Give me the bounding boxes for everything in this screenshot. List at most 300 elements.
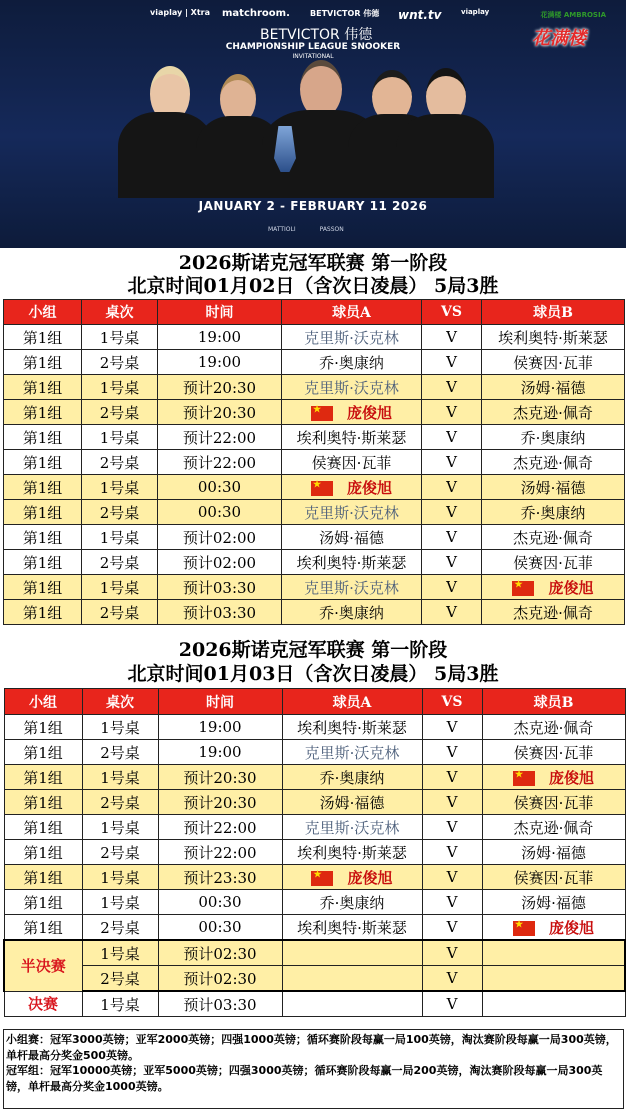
player-b-cell	[482, 525, 625, 550]
table-cell	[82, 740, 158, 765]
table-row	[4, 350, 625, 375]
cell-text: V	[446, 843, 458, 861]
cell-text: 第1组	[23, 893, 63, 912]
vs-cell	[422, 915, 482, 941]
vs-cell	[422, 715, 482, 740]
cell-text: 侯赛因·瓦菲	[513, 553, 593, 572]
table-cell	[82, 400, 158, 425]
vs-cell	[422, 575, 482, 600]
cell-text: V	[446, 428, 457, 446]
cell-text: 第1组	[23, 768, 63, 787]
cell-text: 第1组	[23, 718, 63, 737]
table-row	[4, 740, 625, 765]
cell-text: 侯赛因·瓦菲	[311, 453, 392, 472]
table-cell	[82, 575, 158, 600]
player-b-cell	[482, 450, 625, 475]
table-header-row	[4, 300, 625, 325]
betvictor-logo: BETVICTOR 伟德	[260, 27, 373, 43]
semifinal-row-2	[4, 966, 625, 992]
table-row	[4, 450, 625, 475]
cell-text: 埃利奥特·斯莱瑟	[498, 328, 608, 347]
table-row	[4, 325, 625, 350]
sponsor-viaplay-xtra: viaplay | Xtra	[150, 8, 211, 17]
table-cell	[82, 840, 158, 865]
cell-text: 预计02:00	[182, 528, 257, 547]
vs-cell	[422, 600, 482, 625]
table-row	[4, 525, 625, 550]
player-a-cell	[282, 740, 422, 765]
cell-text: 庞俊旭	[548, 578, 594, 597]
group-cell	[4, 600, 82, 625]
group-cell	[4, 475, 82, 500]
table-row	[4, 375, 625, 400]
table-row	[4, 500, 625, 525]
cell-text: 预计20:30	[182, 403, 257, 422]
vs-cell	[422, 550, 482, 575]
cell-text: 2号桌	[99, 403, 140, 422]
time-cell	[158, 740, 282, 765]
time-cell	[158, 400, 282, 425]
cell-text: 1号桌	[100, 768, 140, 787]
time-cell	[158, 915, 282, 941]
cell-text: 2号桌	[99, 503, 140, 522]
player-body	[396, 114, 494, 198]
player-b-cell	[482, 500, 625, 525]
table-cell	[82, 350, 158, 375]
group-cell	[4, 400, 82, 425]
player-b-cell	[482, 400, 625, 425]
final-table: 1号桌	[82, 991, 158, 1017]
cell-text: 汤姆·福德	[319, 793, 385, 812]
player-b-cell	[482, 575, 625, 600]
final-time: 预计03:30	[158, 991, 282, 1017]
vs-cell	[422, 765, 482, 790]
semifinal-row-1	[4, 940, 625, 966]
sponsor-matchroom: matchroom.	[222, 8, 290, 19]
table-cell	[82, 525, 158, 550]
vs-cell	[422, 325, 482, 350]
final-player-b	[482, 991, 625, 1017]
cell-text: V	[446, 718, 458, 736]
vs-cell	[422, 815, 482, 840]
vs-cell	[422, 450, 482, 475]
cell-text: 00:30	[197, 478, 242, 496]
player-photo-5	[396, 66, 494, 198]
semifinal-time: 预计02:30	[158, 940, 282, 966]
player-a-cell	[282, 600, 422, 625]
vs-cell	[422, 890, 482, 915]
cell-text: 预计23:30	[183, 868, 257, 887]
col-header-player-a: 球员A	[282, 300, 422, 325]
player-b-cell	[482, 325, 625, 350]
cell-text: 第1组	[22, 353, 63, 372]
cell-text: V	[446, 793, 458, 811]
player-a-cell	[282, 350, 422, 375]
day1-subtitle: 北京时间01月02日（含次日凌晨） 5局3胜	[127, 275, 499, 297]
group-cell	[4, 890, 82, 915]
cell-text: 庞俊旭	[347, 868, 393, 887]
cell-text: V	[446, 918, 458, 936]
cell-text: 第1组	[22, 603, 63, 622]
player-b-cell	[482, 890, 625, 915]
player-b-cell	[482, 865, 625, 890]
col-header-player-b: 球员B	[482, 300, 625, 325]
cell-text: V	[446, 818, 458, 836]
player-b-cell	[482, 600, 625, 625]
cell-text: 第1组	[22, 428, 63, 447]
day1-title: 2026斯诺克冠军联赛 第一阶段	[178, 252, 448, 274]
vs-cell	[422, 840, 482, 865]
cell-text: V	[446, 353, 457, 371]
player-a-cell	[282, 375, 422, 400]
cell-text: 汤姆·福德	[521, 843, 586, 862]
group-cell	[4, 425, 82, 450]
cell-text: V	[446, 768, 458, 786]
event-title: CHAMPIONSHIP LEAGUE SNOOKER	[225, 42, 401, 52]
cell-text: 乔·奥康纳	[520, 428, 586, 447]
cell-text: 埃利奥特·斯莱瑟	[297, 843, 407, 862]
table-cell	[82, 500, 158, 525]
player-b-cell	[482, 765, 625, 790]
cell-text: 乔·奥康纳	[520, 503, 586, 522]
group-cell	[4, 865, 82, 890]
china-flag-icon	[512, 581, 534, 596]
cell-text: 第1组	[22, 328, 63, 347]
brand-logo	[532, 10, 610, 56]
cell-text: 第1组	[22, 403, 63, 422]
cell-text: 汤姆·福德	[520, 378, 586, 397]
event-subtitle: INVITATIONAL	[292, 53, 334, 60]
player-b-cell	[482, 715, 625, 740]
table-row	[4, 790, 625, 815]
table-cell	[82, 715, 158, 740]
cell-text: 埃利奥特·斯莱瑟	[297, 718, 407, 737]
player-b-cell	[482, 840, 625, 865]
table-cell	[82, 450, 158, 475]
player-b-cell	[482, 425, 625, 450]
vs-cell	[422, 740, 482, 765]
cell-text: 1号桌	[100, 718, 140, 737]
time-cell	[158, 525, 282, 550]
cell-text: 第1组	[22, 528, 63, 547]
semifinal-vs: V	[422, 966, 482, 992]
cell-text: 2号桌	[99, 353, 140, 372]
cell-text: 庞俊旭	[346, 478, 392, 497]
semifinal-player-b	[482, 940, 625, 966]
cell-text: V	[446, 528, 457, 546]
table-row	[4, 400, 625, 425]
group-cell	[4, 550, 82, 575]
partner-logo-mattioli: MATTIOLI	[268, 226, 296, 233]
player-a-cell	[282, 400, 422, 425]
china-flag-icon	[513, 921, 535, 936]
group-cell	[4, 815, 82, 840]
player-a-cell	[282, 815, 422, 840]
player-a-cell	[282, 790, 422, 815]
table-row	[4, 550, 625, 575]
semifinal-table: 2号桌	[82, 966, 158, 992]
cell-text: 汤姆·福德	[521, 893, 586, 912]
cell-text: 杰克逊·佩奇	[513, 818, 594, 837]
time-cell	[158, 865, 282, 890]
prize-info	[3, 1029, 624, 1109]
cell-text: 杰克逊·佩奇	[513, 603, 593, 622]
time-cell	[158, 765, 282, 790]
semifinal-player-a	[282, 966, 422, 992]
player-b-cell	[482, 475, 625, 500]
cell-text: V	[446, 453, 457, 471]
brand-name: 花满楼	[532, 28, 586, 49]
table-cell	[82, 375, 158, 400]
player-b-cell	[482, 350, 625, 375]
col-header-vs: VS	[422, 689, 482, 715]
time-cell	[158, 575, 282, 600]
table-row	[4, 425, 625, 450]
semifinal-label: 半决赛	[4, 940, 82, 991]
vs-cell	[422, 375, 482, 400]
cell-text: V	[446, 403, 457, 421]
china-flag-icon	[311, 871, 333, 886]
cell-text: 预计20:30	[182, 378, 257, 397]
col-header-group: 小组	[4, 300, 82, 325]
group-cell	[4, 715, 82, 740]
time-cell	[158, 840, 282, 865]
time-cell	[158, 715, 282, 740]
partner-logos	[268, 226, 366, 233]
time-cell	[158, 475, 282, 500]
table-header-row	[4, 689, 625, 715]
prize-champion-group: 冠军组：冠军10000英镑；亚军5000英镑；四强3000英镑；循环赛阶段每赢一局200英镑，淘汰赛阶段每赢一局300英镑，单杆最高分奖金1000英镑。	[6, 1064, 603, 1093]
player-b-cell	[482, 915, 625, 941]
vs-cell	[422, 865, 482, 890]
cell-text: 埃利奥特·斯莱瑟	[296, 553, 407, 572]
cell-text: 乔·奥康纳	[319, 768, 385, 787]
cell-text: 2号桌	[100, 793, 140, 812]
cell-text: 克里斯·沃克林	[304, 578, 399, 597]
cell-text: 19:00	[198, 743, 242, 761]
cell-text: 1号桌	[99, 378, 140, 397]
cell-text: 预计03:30	[182, 578, 257, 597]
time-cell	[158, 790, 282, 815]
cell-text: 00:30	[198, 918, 242, 936]
final-player-a	[282, 991, 422, 1017]
final-row	[4, 991, 625, 1017]
time-cell	[158, 600, 282, 625]
group-cell	[4, 790, 82, 815]
cell-text: 2号桌	[100, 918, 140, 937]
player-a-cell	[282, 450, 422, 475]
player-a-cell	[282, 550, 422, 575]
cell-text: 克里斯·沃克林	[304, 503, 399, 522]
cell-text: 1号桌	[99, 478, 140, 497]
cell-text: 第1组	[22, 478, 63, 497]
cell-text: 第1组	[22, 503, 63, 522]
col-header-table: 桌次	[82, 689, 158, 715]
cell-text: 侯赛因·瓦菲	[513, 868, 594, 887]
cell-text: 侯赛因·瓦菲	[513, 793, 594, 812]
cell-text: 1号桌	[99, 578, 140, 597]
vs-cell	[422, 790, 482, 815]
table-cell	[82, 865, 158, 890]
player-a-cell	[282, 890, 422, 915]
table-cell	[82, 790, 158, 815]
cell-text: 第1组	[22, 553, 63, 572]
table-row	[4, 715, 625, 740]
semifinal-time: 预计02:30	[158, 966, 282, 992]
cell-text: 克里斯·沃克林	[304, 743, 400, 762]
cell-text: 1号桌	[99, 428, 140, 447]
col-header-time: 时间	[158, 689, 282, 715]
table-cell	[82, 550, 158, 575]
time-cell	[158, 450, 282, 475]
group-cell	[4, 450, 82, 475]
vs-cell	[422, 350, 482, 375]
table-cell	[82, 915, 158, 941]
cell-text: 预计22:00	[183, 843, 257, 862]
cell-text: 侯赛因·瓦菲	[513, 353, 593, 372]
time-cell	[158, 500, 282, 525]
final-label: 决赛	[4, 991, 82, 1017]
player-a-cell	[282, 425, 422, 450]
cell-text: 2号桌	[99, 603, 140, 622]
final-vs: V	[422, 991, 482, 1017]
cell-text: 2号桌	[100, 843, 140, 862]
cell-text: 第1组	[23, 868, 63, 887]
cell-text: 乔·奥康纳	[319, 353, 384, 372]
table-row	[4, 915, 625, 941]
group-cell	[4, 525, 82, 550]
cell-text: V	[446, 553, 457, 571]
vs-cell	[422, 400, 482, 425]
china-flag-icon	[311, 481, 333, 496]
cell-text: V	[446, 868, 458, 886]
table-row	[4, 475, 625, 500]
table-cell	[82, 425, 158, 450]
brand-tagline: 花满楼 AMBROSIA	[540, 11, 606, 19]
cell-text: 杰克逊·佩奇	[513, 403, 593, 422]
group-cell	[4, 500, 82, 525]
event-banner	[0, 0, 626, 248]
vs-cell	[422, 500, 482, 525]
cell-text: 1号桌	[99, 328, 140, 347]
cell-text: 克里斯·沃克林	[304, 328, 399, 347]
table-cell	[82, 815, 158, 840]
china-flag-icon	[311, 406, 333, 421]
group-cell	[4, 840, 82, 865]
time-cell	[158, 550, 282, 575]
player-a-cell	[282, 840, 422, 865]
cell-text: 杰克逊·佩奇	[513, 528, 593, 547]
cell-text: V	[446, 578, 457, 596]
cell-text: 第1组	[23, 793, 63, 812]
cell-text: V	[446, 603, 457, 621]
vs-cell	[422, 525, 482, 550]
group-cell	[4, 915, 82, 941]
player-b-cell	[482, 790, 625, 815]
cell-text: 19:00	[197, 353, 242, 371]
china-flag-icon	[513, 771, 535, 786]
player-a-cell	[282, 865, 422, 890]
cell-text: 19:00	[197, 328, 242, 346]
cell-text: 00:30	[197, 503, 242, 521]
cell-text: 19:00	[198, 718, 242, 736]
group-cell	[4, 575, 82, 600]
group-cell	[4, 740, 82, 765]
cell-text: 埃利奥特·斯莱瑟	[296, 428, 407, 447]
table-row	[4, 765, 625, 790]
cell-text: 第1组	[23, 743, 63, 762]
cell-text: V	[446, 743, 458, 761]
day1-schedule-table	[3, 299, 625, 625]
player-a-cell	[282, 500, 422, 525]
cell-text: 乔·奥康纳	[319, 893, 385, 912]
col-header-vs: VS	[422, 300, 482, 325]
player-a-cell	[282, 765, 422, 790]
cell-text: 汤姆·福德	[319, 528, 384, 547]
player-a-cell	[282, 525, 422, 550]
player-a-cell	[282, 575, 422, 600]
cell-text: 预计02:00	[182, 553, 257, 572]
cell-text: 克里斯·沃克林	[304, 378, 399, 397]
sponsor-viaplay: viaplay	[461, 8, 490, 16]
cell-text: 1号桌	[100, 818, 140, 837]
group-cell	[4, 350, 82, 375]
semifinal-player-a	[282, 940, 422, 966]
cell-text: 1号桌	[99, 528, 140, 547]
group-cell	[4, 375, 82, 400]
table-row	[4, 600, 625, 625]
sponsor-betvictor: BETVICTOR 伟德	[310, 9, 380, 18]
col-header-group: 小组	[4, 689, 82, 715]
player-b-cell	[482, 550, 625, 575]
cell-text: V	[446, 503, 457, 521]
cell-text: 第1组	[22, 378, 63, 397]
cell-text: 埃利奥特·斯莱瑟	[297, 918, 407, 937]
time-cell	[158, 425, 282, 450]
semifinal-table: 1号桌	[82, 940, 158, 966]
vs-cell	[422, 475, 482, 500]
cell-text: 1号桌	[100, 893, 140, 912]
cell-text: 乔·奥康纳	[319, 603, 384, 622]
time-cell	[158, 890, 282, 915]
cell-text: V	[446, 378, 457, 396]
cell-text: 预计20:30	[183, 793, 257, 812]
cell-text: 2号桌	[100, 743, 140, 762]
table-cell	[82, 475, 158, 500]
cell-text: 庞俊旭	[346, 403, 392, 422]
table-row	[4, 865, 625, 890]
cell-text: 预计22:00	[182, 428, 257, 447]
player-b-cell	[482, 740, 625, 765]
player-b-cell	[482, 815, 625, 840]
sponsor-wnt: wnt.tv	[398, 8, 442, 22]
time-cell	[158, 375, 282, 400]
table-cell	[82, 600, 158, 625]
player-a-cell	[282, 915, 422, 941]
partner-logo-passon: PASSON	[319, 226, 344, 233]
cell-text: 第1组	[22, 578, 63, 597]
cell-text: 侯赛因·瓦菲	[513, 743, 594, 762]
event-dates: JANUARY 2 - FEBRUARY 11 2026	[198, 199, 428, 213]
cell-text: V	[446, 893, 458, 911]
player-b-cell	[482, 375, 625, 400]
col-header-player-a: 球员A	[282, 689, 422, 715]
cell-text: 杰克逊·佩奇	[513, 718, 594, 737]
cell-text: 第1组	[23, 818, 63, 837]
time-cell	[158, 815, 282, 840]
table-row	[4, 575, 625, 600]
cell-text: 2号桌	[99, 553, 140, 572]
